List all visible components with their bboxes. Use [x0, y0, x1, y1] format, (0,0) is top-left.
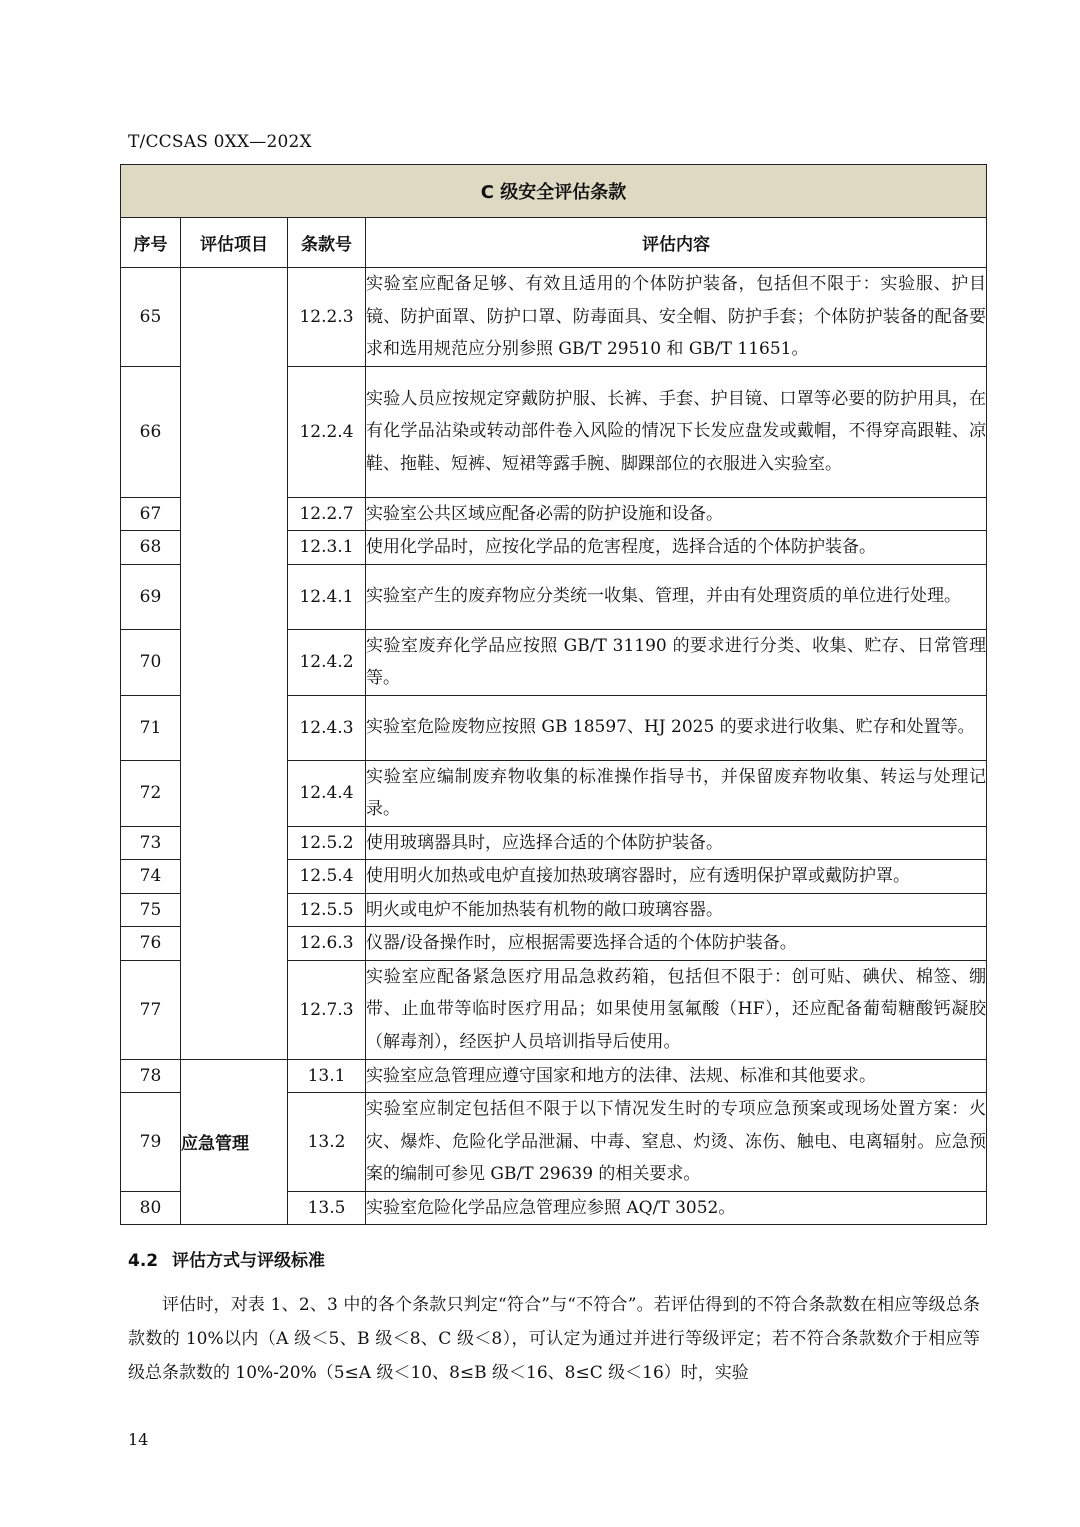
- row-content: 实验室应配备紧急医疗用品急救药箱，包括但不限于：创可贴、碘伏、棉签、绷带、止血带等临时医疗用品；如果使用氢氟酸（HF），还应配备葡萄糖酸钙凝胶（解毒剂），经医护人员培训指导后使用。: [366, 960, 987, 1059]
- row-number: 80: [121, 1191, 181, 1225]
- row-clause: 13.2: [288, 1093, 366, 1192]
- row-content: 使用明火加热或电炉直接加热玻璃容器时，应有透明保护罩或戴防护罩。: [366, 860, 987, 894]
- row-content: 实验室应编制废弃物收集的标准操作指导书，并保留废弃物收集、转运与处理记录。: [366, 760, 987, 826]
- row-clause: 12.4.3: [288, 695, 366, 760]
- row-content: 实验室应配备足够、有效且适用的个体防护装备，包括但不限于：实验服、护目镜、防护面罩、防护口罩、防毒面具、安全帽、防护手套；个体防护装备的配备要求和选用规范应分别参照 GB/T 29510 和 GB/T 11651。: [366, 268, 987, 367]
- row-category-empty: [181, 268, 288, 1060]
- row-clause: 12.6.3: [288, 927, 366, 961]
- row-category-emergency: 应急管理: [181, 1059, 288, 1225]
- row-number: 66: [121, 366, 181, 497]
- row-number: 76: [121, 927, 181, 961]
- row-clause: 12.3.1: [288, 531, 366, 565]
- row-content: 实验室公共区域应配备必需的防护设施和设备。: [366, 497, 987, 531]
- row-clause: 13.1: [288, 1059, 366, 1093]
- row-clause: 12.4.2: [288, 629, 366, 695]
- row-content: 仪器/设备操作时，应根据需要选择合适的个体防护装备。: [366, 927, 987, 961]
- row-content: 实验室应急管理应遵守国家和地方的法律、法规、标准和其他要求。: [366, 1059, 987, 1093]
- row-number: 74: [121, 860, 181, 894]
- row-number: 71: [121, 695, 181, 760]
- section-paragraph: 评估时，对表 1、2、3 中的各个条款只判定“符合”与“不符合”。若评估得到的不符合条款数在相应等级总条款数的 10%以内（A 级＜5、B 级＜8、C 级＜8），可认定为通过并进行等级评定；若不符合条款数介于相应等级总条款数的 10%-20%（5≤A 级＜10、8≤B 级＜16、8≤C 级＜16）时，实验: [128, 1295, 980, 1383]
- row-number: 70: [121, 629, 181, 695]
- row-number: 65: [121, 268, 181, 367]
- col-header-item: 评估项目: [181, 218, 288, 268]
- row-clause: 12.4.1: [288, 564, 366, 629]
- row-clause: 12.2.3: [288, 268, 366, 367]
- row-number: 68: [121, 531, 181, 565]
- row-number: 75: [121, 893, 181, 927]
- row-clause: 12.5.2: [288, 826, 366, 860]
- col-header-no: 序号: [121, 218, 181, 268]
- row-content: 实验人员应按规定穿戴防护服、长裤、手套、护目镜、口罩等必要的防护用具，在有化学品沾染或转动部件卷入风险的情况下长发应盘发或戴帽，不得穿高跟鞋、凉鞋、拖鞋、短裤、短裙等露手腕、脚踝部位的衣服进入实验室。: [366, 366, 987, 497]
- row-number: 73: [121, 826, 181, 860]
- section-heading: [128, 1246, 325, 1271]
- row-clause: 12.5.5: [288, 893, 366, 927]
- row-clause: 12.2.7: [288, 497, 366, 531]
- row-clause: 12.2.4: [288, 366, 366, 497]
- row-clause: 13.5: [288, 1191, 366, 1225]
- row-clause: 12.5.4: [288, 860, 366, 894]
- evaluation-table: [120, 164, 987, 1225]
- col-header-content: 评估内容: [366, 218, 987, 268]
- row-content: 实验室废弃化学品应按照 GB/T 31190 的要求进行分类、收集、贮存、日常管理等。: [366, 629, 987, 695]
- section-number: 4.2: [128, 1251, 159, 1271]
- table-row: [121, 1059, 987, 1093]
- row-content: 实验室产生的废弃物应分类统一收集、管理，并由有处理资质的单位进行处理。: [366, 564, 987, 629]
- document-code: T/CCSAS 0XX—202X: [128, 132, 312, 152]
- row-number: 69: [121, 564, 181, 629]
- row-content: 实验室危险化学品应急管理应参照 AQ/T 3052。: [366, 1191, 987, 1225]
- row-number: 77: [121, 960, 181, 1059]
- section-title: 评估方式与评级标准: [172, 1251, 325, 1271]
- table-header-row: [121, 218, 987, 268]
- table-title: C 级安全评估条款: [121, 165, 987, 218]
- row-number: 72: [121, 760, 181, 826]
- row-number: 78: [121, 1059, 181, 1093]
- page-number: 14: [128, 1430, 149, 1449]
- row-content: 明火或电炉不能加热装有机物的敞口玻璃容器。: [366, 893, 987, 927]
- row-number: 79: [121, 1093, 181, 1192]
- row-clause: 12.7.3: [288, 960, 366, 1059]
- table-title-row: [121, 165, 987, 218]
- col-header-clause: 条款号: [288, 218, 366, 268]
- row-content: 使用化学品时，应按化学品的危害程度，选择合适的个体防护装备。: [366, 531, 987, 565]
- row-clause: 12.4.4: [288, 760, 366, 826]
- row-content: 使用玻璃器具时，应选择合适的个体防护装备。: [366, 826, 987, 860]
- table-row: [121, 268, 987, 367]
- row-content: 实验室危险废物应按照 GB 18597、HJ 2025 的要求进行收集、贮存和处置等。: [366, 695, 987, 760]
- row-content: 实验室应制定包括但不限于以下情况发生时的专项应急预案或现场处置方案：火灾、爆炸、危险化学品泄漏、中毒、窒息、灼烫、冻伤、触电、电离辐射。应急预案的编制可参见 GB/T 29639 的相关要求。: [366, 1093, 987, 1192]
- row-number: 67: [121, 497, 181, 531]
